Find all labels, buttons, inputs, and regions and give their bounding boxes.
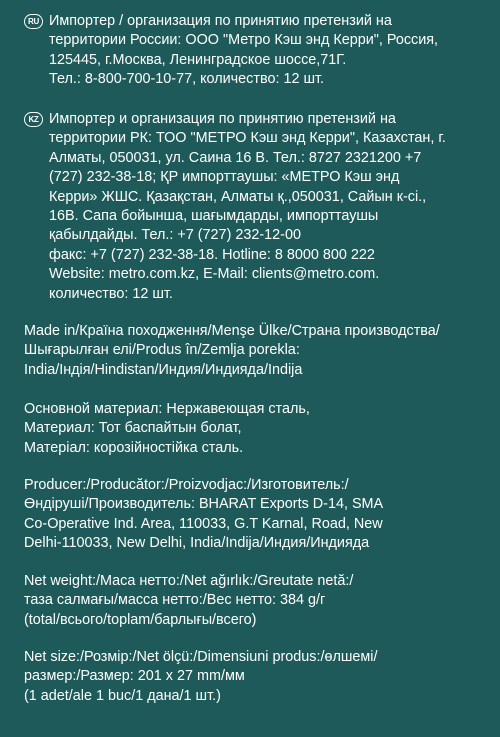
origin-line: Шығарылған елі/Produs în/Zemlja porekla: <box>24 342 300 359</box>
producer-line: Producer:/Producător:/Proizvodjac:/Изготовитель:/ <box>24 477 349 493</box>
country-of-origin-block <box>24 322 494 380</box>
kazakhstan-importer-entry <box>24 110 494 304</box>
material-line: Матеріал: корозійностійка сталь. <box>24 439 244 456</box>
kz-importer-line: территории РК: ТОО "МЕТРО Кэш энд Керри", Казахстан, г. <box>49 130 446 147</box>
material-line: Основной материал: Нержавеющая сталь, <box>24 401 310 417</box>
kz-importer-line: (727) 232-38-18; ҚР импорттаушы: «МЕТРО Кэш энд <box>49 169 400 186</box>
kz-importer-line: Алматы, 050031, ул. Саина 16 В. Тел.: 8727 2321200 +7 <box>49 149 422 166</box>
producer-block <box>24 476 494 554</box>
net-size-line: размер:/Размер: 201 x 27 mm/мм <box>24 668 245 685</box>
net-size-line: (1 adet/ale 1 buc/1 дана/1 шт.) <box>24 687 221 704</box>
net-weight-line: (total/всього/toplam/барлығы/всего) <box>24 611 257 628</box>
russia-flag-badge-icon: RU <box>24 14 43 29</box>
kz-importer-line: Импортер и организация по принятию претензий на <box>49 111 396 127</box>
net-size-block <box>24 648 494 706</box>
net-size-line: Net size:/Розмір:/Net ölçü:/Dimensiuni produs:/өлшемі/ <box>24 649 378 665</box>
producer-line: Өндіруші/Производитель: BHARAT Exports D-14, SMA <box>24 496 384 513</box>
ru-importer-line: территории России: ООО "Метро Кэш энд Керри", Россия, <box>49 32 439 49</box>
origin-line: Made in/Країна походження/Menşe Ülke/Страна производства/ <box>24 323 440 339</box>
kz-importer-line: количество: 12 шт. <box>49 285 173 302</box>
kz-importer-line: Website: metro.com.kz, E-Mail: clients@metro.com. <box>49 266 380 283</box>
kz-importer-line: 16В. Сапа бойынша, шағымдарды, импорттаушы <box>49 208 379 225</box>
producer-line: Delhi-110033, New Delhi, India/Indija/Индия/Индияда <box>24 535 370 552</box>
kz-importer-line: қабылдайды. Тел.: +7 (727) 232-12-00 <box>49 227 301 244</box>
producer-line: Co-Operative Ind. Area, 110033, G.T Karnal, Road, New <box>24 515 383 532</box>
origin-line: India/Індія/Hindistan/Индия/Индияда/Indija <box>24 361 303 378</box>
ru-importer-line: 125445, г.Москва, Ленинградское шоссе,71Г. <box>49 51 347 68</box>
net-weight-line: Net weight:/Маса нетто:/Net ağırlık:/Greutate netă:/ <box>24 573 354 589</box>
material-block <box>24 400 494 458</box>
ru-importer-line: Импортер / организация по принятию претензий на <box>49 13 392 29</box>
russia-importer-entry <box>24 12 494 90</box>
kazakhstan-flag-badge-icon: KZ <box>24 112 43 127</box>
net-weight-block <box>24 572 494 630</box>
ru-importer-line: Тел.: 8-800-700-10-77, количество: 12 шт. <box>49 71 324 88</box>
net-weight-line: таза салмағы/масса нетто:/Вес нетто: 384 g/г <box>24 592 326 609</box>
material-line: Материал: Тот баспайтын болат, <box>24 420 242 437</box>
kz-importer-line: факс: +7 (727) 232-38-18. Hotline: 8 8000 800 222 <box>49 246 375 263</box>
kz-importer-line: Керри» ЖШС. Қазақстан, Алматы қ.,050031, Сайын к-сі., <box>49 188 427 205</box>
